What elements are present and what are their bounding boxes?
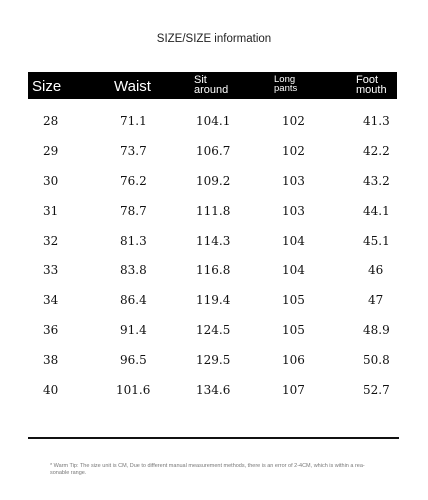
cell-size: 33 [43,263,59,278]
cell-size: 30 [43,173,59,188]
cell-size: 38 [43,353,59,368]
cell-long-pants: 105 [282,293,305,308]
header-waist: Waist [114,78,151,95]
cell-waist: 73.7 [120,143,147,158]
table-row [0,144,428,174]
header-long-pants-line-2: pants [274,83,298,94]
cell-foot-mouth: 46 [368,263,384,278]
cell-long-pants: 102 [282,114,305,128]
cell-sit-around: 106.7 [196,143,231,158]
table-row [0,174,428,204]
header-sit-around-line-1: Sit [194,74,207,86]
table-body [0,114,428,413]
cell-waist: 86.4 [120,293,147,308]
page-title: SIZE/SIZE information [156,33,272,45]
cell-sit-around: 124.5 [196,323,231,338]
cell-foot-mouth: 45.1 [363,233,390,248]
cell-size: 28 [43,114,59,128]
cell-size: 29 [43,143,59,158]
header-sit-around-line-2: around [194,84,229,96]
cell-waist: 91.4 [120,323,147,338]
header-foot-mouth-line-2: mouth [356,84,387,96]
cell-sit-around: 129.5 [196,353,231,368]
cell-foot-mouth: 52.7 [363,383,390,398]
cell-waist: 96.5 [120,353,147,368]
cell-waist: 76.2 [120,173,147,188]
cell-long-pants: 104 [282,233,305,248]
cell-foot-mouth: 44.1 [363,203,390,218]
table-row [0,114,428,144]
cell-long-pants: 105 [282,323,305,338]
cell-waist: 78.7 [120,203,147,218]
header-long-pants [274,75,297,93]
table-header [28,72,397,99]
warm-tip-footnote: * Warm Tip: The size unit is CM, Due to different manual measurement methods, there is an error of 2-4CM, which is within a rea-sonable range. [50,463,365,476]
cell-foot-mouth: 42.2 [363,143,390,158]
cell-waist: 81.3 [120,233,147,248]
table-row [0,323,428,353]
divider-line [28,437,399,439]
cell-sit-around: 119.4 [196,293,231,308]
cell-long-pants: 104 [282,263,305,278]
cell-sit-around: 104.1 [196,114,231,128]
cell-waist: 101.6 [116,383,151,398]
cell-waist: 71.1 [120,114,147,128]
cell-foot-mouth: 43.2 [363,173,390,188]
cell-size: 40 [43,383,59,398]
cell-foot-mouth: 47 [368,293,384,308]
cell-long-pants: 102 [282,143,305,158]
table-row [0,353,428,383]
cell-long-pants: 103 [282,203,305,218]
table-row [0,293,428,323]
table-row [0,263,428,293]
cell-sit-around: 111.8 [196,203,231,218]
header-foot-mouth-line-1: Foot [356,74,379,86]
cell-waist: 83.8 [120,263,147,278]
cell-sit-around: 114.3 [196,233,231,248]
cell-sit-around: 109.2 [196,173,231,188]
cell-size: 36 [43,323,59,338]
header-size: Size [32,78,62,95]
cell-foot-mouth: 50.8 [363,353,390,368]
header-foot-mouth [356,75,387,95]
cell-sit-around: 134.6 [196,383,231,398]
cell-long-pants: 107 [282,383,305,398]
cell-long-pants: 103 [282,173,305,188]
cell-size: 31 [43,203,59,218]
cell-sit-around: 116.8 [196,263,231,278]
header-sit-around [194,75,228,95]
cell-foot-mouth: 48.9 [363,323,390,338]
cell-foot-mouth: 41.3 [363,114,390,128]
cell-size: 32 [43,233,59,248]
cell-size: 34 [43,293,59,308]
header-long-pants-line-1: Long [274,74,296,85]
cell-long-pants: 106 [282,353,305,368]
table-row [0,234,428,264]
table-row [0,204,428,234]
table-row [0,383,428,413]
